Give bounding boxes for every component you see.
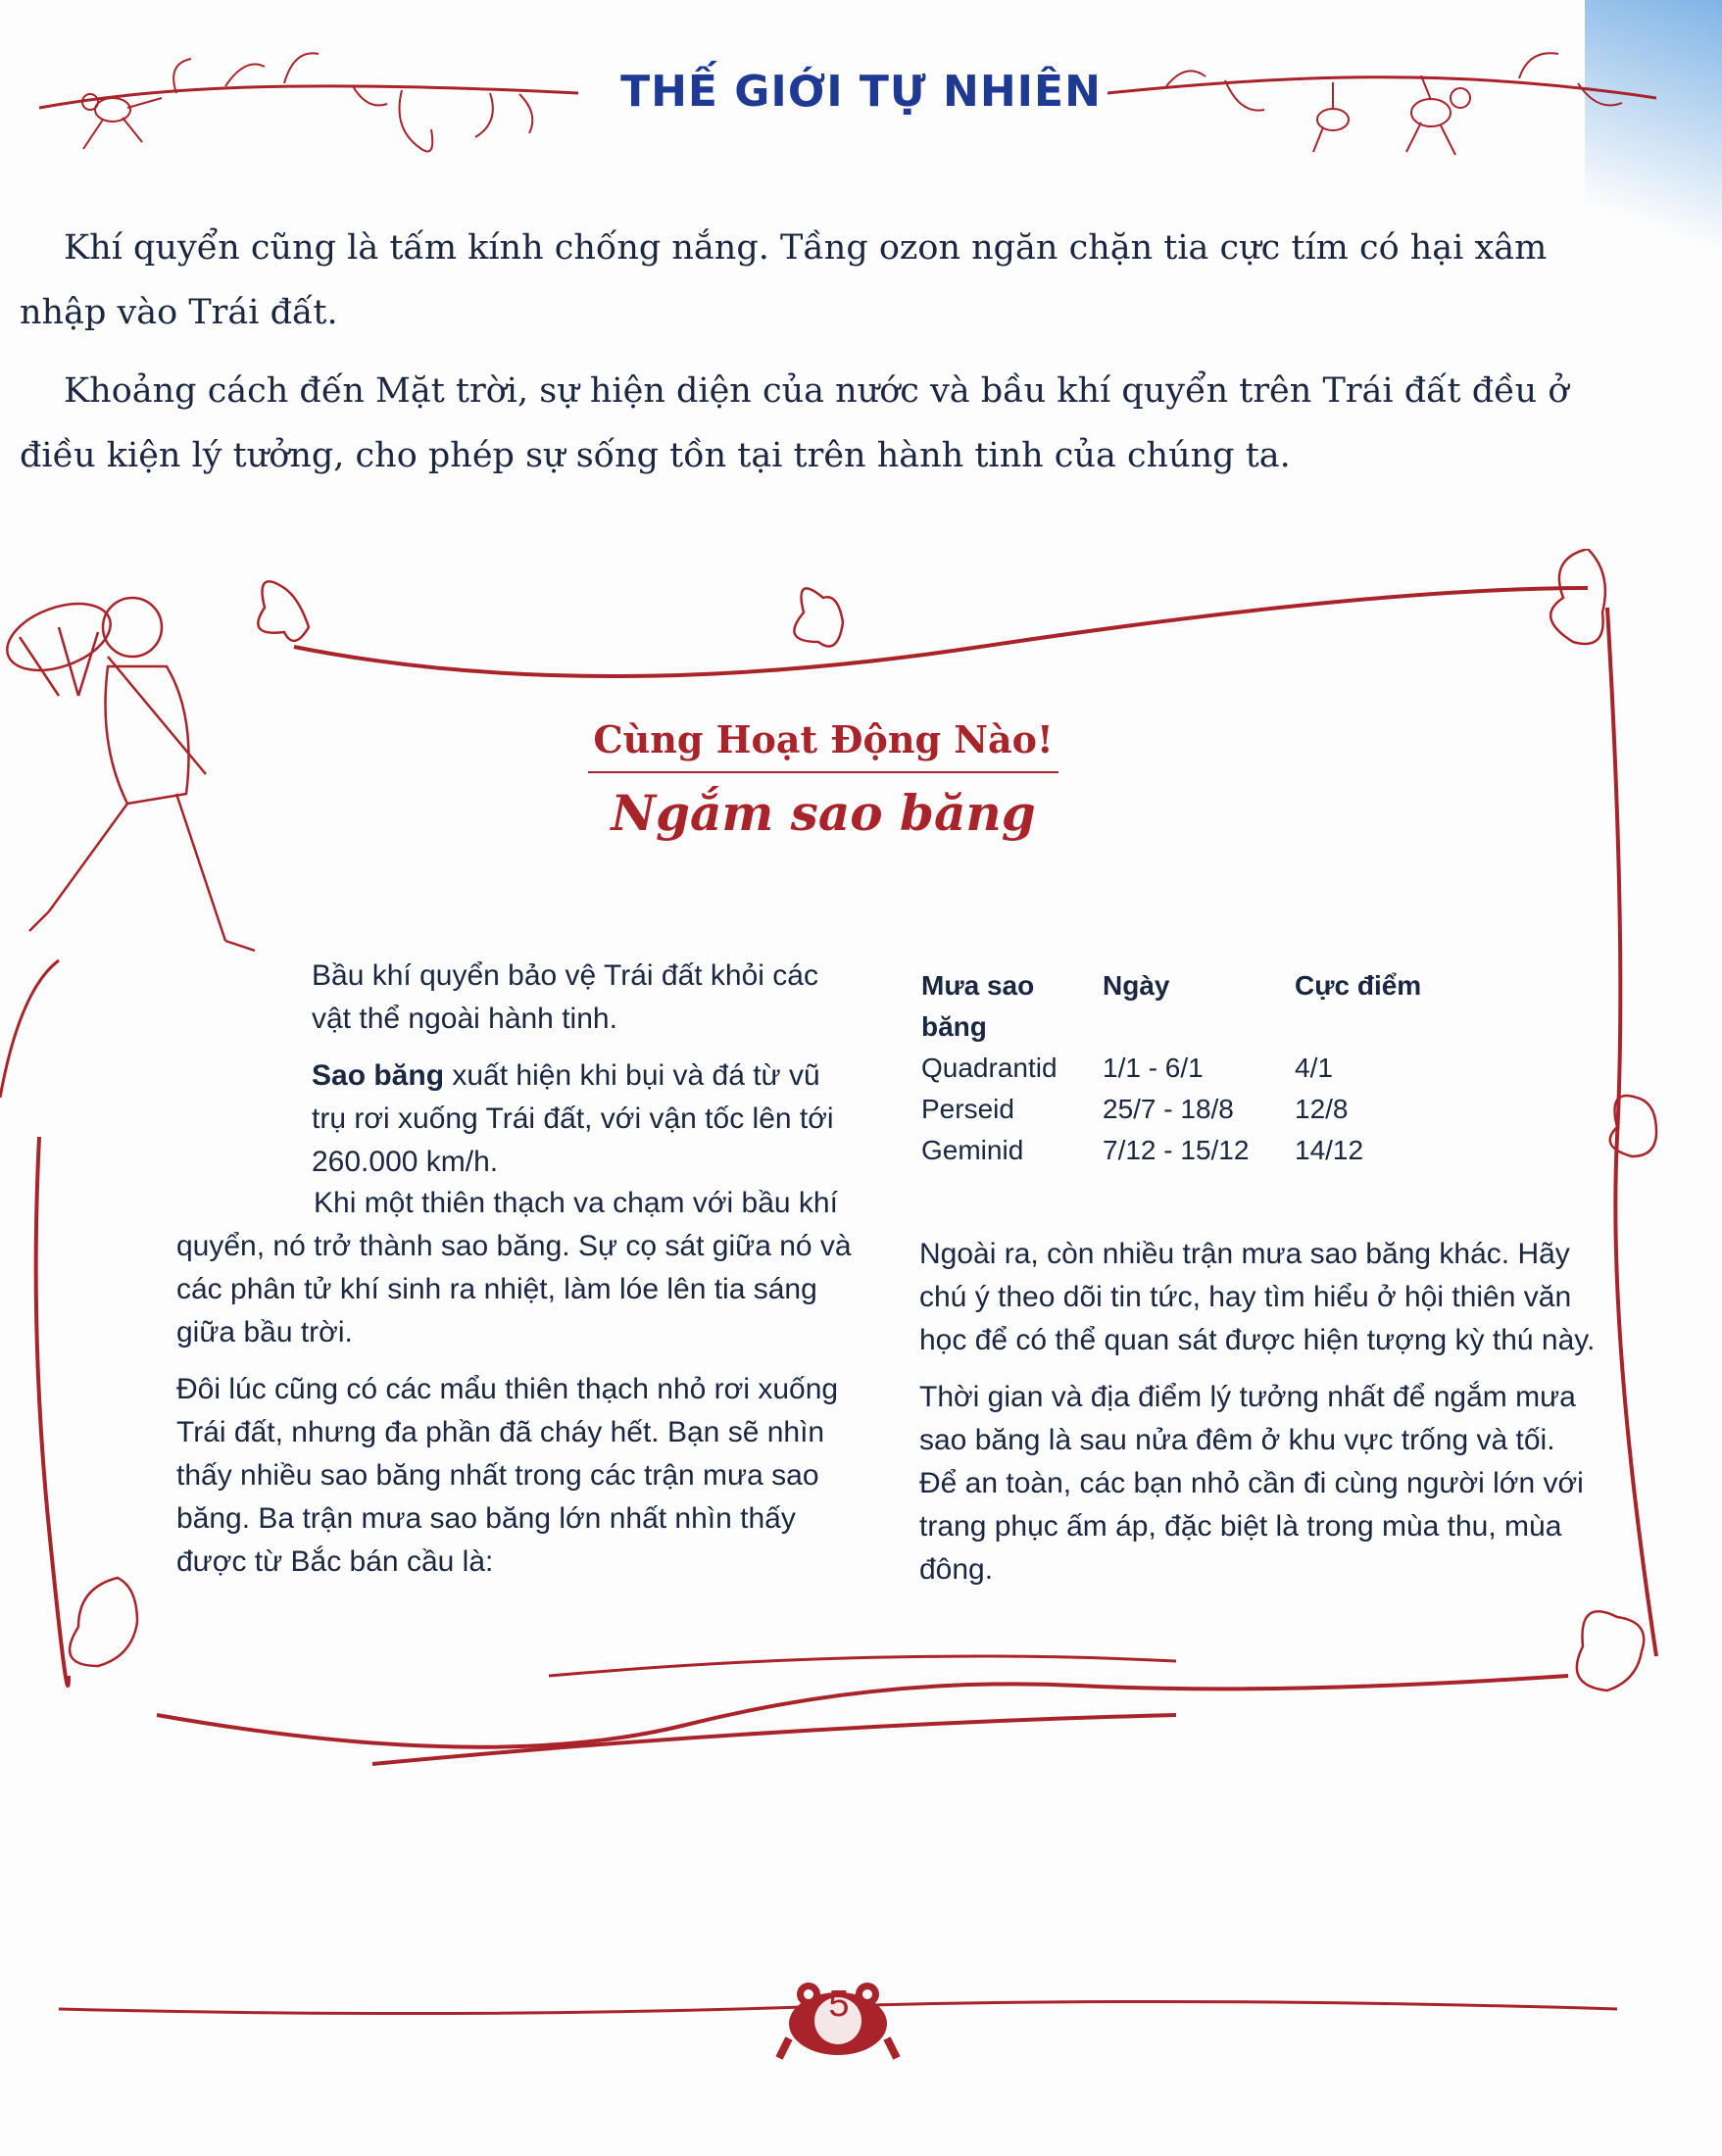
activity-paragraph: Bầu khí quyển bảo vệ Trái đất khỏi các vật thể ngoài hành tinh. bbox=[312, 959, 818, 1035]
meteor-term: Sao băng bbox=[312, 1059, 445, 1092]
page-number-badge bbox=[774, 1970, 902, 2068]
activity-title-underline bbox=[588, 771, 1058, 773]
table-header-cell: băng bbox=[921, 1011, 987, 1042]
table-cell: 4/1 bbox=[1295, 1053, 1333, 1083]
intro-text bbox=[20, 216, 1607, 502]
table-row bbox=[921, 1125, 1431, 1166]
activity-paragraph: Thời gian và địa điểm lý tưởng nhất để ngắm mưa sao băng là sau nửa đêm ở khu vực trống và tối. Để an toàn, các bạn nhỏ cần đi cùng người lớn với trang phục ấm áp, đặc biệt là trong mùa thu, mùa đông. bbox=[919, 1381, 1584, 1586]
table-row bbox=[921, 1084, 1431, 1125]
table-cell: 1/1 - 6/1 bbox=[1103, 1053, 1204, 1083]
table-cell: 25/7 - 18/8 bbox=[1103, 1094, 1234, 1124]
page-header-title: THẾ GIỚI TỰ NHIÊN bbox=[620, 67, 1102, 117]
table-header-row-continued bbox=[921, 1002, 1431, 1043]
table-header-cell: Ngày bbox=[1103, 970, 1170, 1001]
table-header-cell: Cực điểm bbox=[1295, 970, 1422, 1001]
page-header bbox=[0, 39, 1722, 167]
activity-right-bottom-text bbox=[919, 1233, 1596, 1605]
table-header-cell: Mưa sao bbox=[921, 970, 1035, 1001]
activity-paragraph: Đôi lúc cũng có các mẩu thiên thạch nhỏ rơi xuống Trái đất, nhưng đa phần đã cháy hết. Bạn sẽ nhìn thấy nhiều sao băng nhất trong các trận mưa sao băng. Ba trận mưa sao băng lớn nhất nhìn thấy được từ Bắc bán cầu là: bbox=[176, 1373, 839, 1578]
intro-paragraph: Khí quyển cũng là tấm kính chống nắng. Tầng ozon ngăn chặn tia cực tím có hại xâm nhập vào Trái đất. bbox=[20, 228, 1548, 332]
page-number: 5 bbox=[828, 1984, 850, 2025]
intro-paragraph: Khoảng cách đến Mặt trời, sự hiện diện của nước và bầu khí quyển trên Trái đất đều ở điều kiện lý tưởng, cho phép sự sống tồn tại trên hành tinh của chúng ta. bbox=[20, 371, 1569, 475]
table-cell: Quadrantid bbox=[921, 1053, 1058, 1083]
activity-title: Cùng Hoạt Động Nào! bbox=[593, 717, 1054, 761]
meteor-definition: xuất hiện khi bụi và đá từ vũ trụ rơi xuống Trái đất, với vận tốc lên tới 260.000 km/h. bbox=[312, 1059, 834, 1178]
table-cell: 14/12 bbox=[1295, 1135, 1364, 1165]
activity-left-bottom-text bbox=[176, 1182, 862, 1597]
meteor-shower-table bbox=[921, 960, 1431, 1166]
table-cell: 12/8 bbox=[1295, 1094, 1349, 1124]
table-cell: 7/12 - 15/12 bbox=[1103, 1135, 1250, 1165]
table-cell: Geminid bbox=[921, 1135, 1024, 1165]
table-cell: Perseid bbox=[921, 1094, 1014, 1124]
activity-paragraph bbox=[312, 1054, 861, 1184]
table-header-row bbox=[921, 960, 1431, 1002]
activity-paragraph: Ngoài ra, còn nhiều trận mưa sao băng khác. Hãy chú ý theo dõi tin tức, hay tìm hiểu ở hội thiên văn học để có thể quan sát được hiện tượng kỳ thú này. bbox=[919, 1238, 1596, 1356]
activity-paragraph: Khi một thiên thạch va chạm với bầu khí quyển, nó trở thành sao băng. Sự cọ sát giữa nó và các phân tử khí sinh ra nhiệt, làm lóe lên tia sáng giữa bầu trời. bbox=[176, 1187, 852, 1348]
right-branch-monkey-illustration bbox=[1107, 39, 1656, 167]
activity-subtitle: Ngắm sao băng bbox=[611, 784, 1036, 842]
activity-left-top-text bbox=[312, 955, 861, 1198]
boy-with-net-illustration bbox=[0, 591, 255, 951]
table-row bbox=[921, 1043, 1431, 1084]
